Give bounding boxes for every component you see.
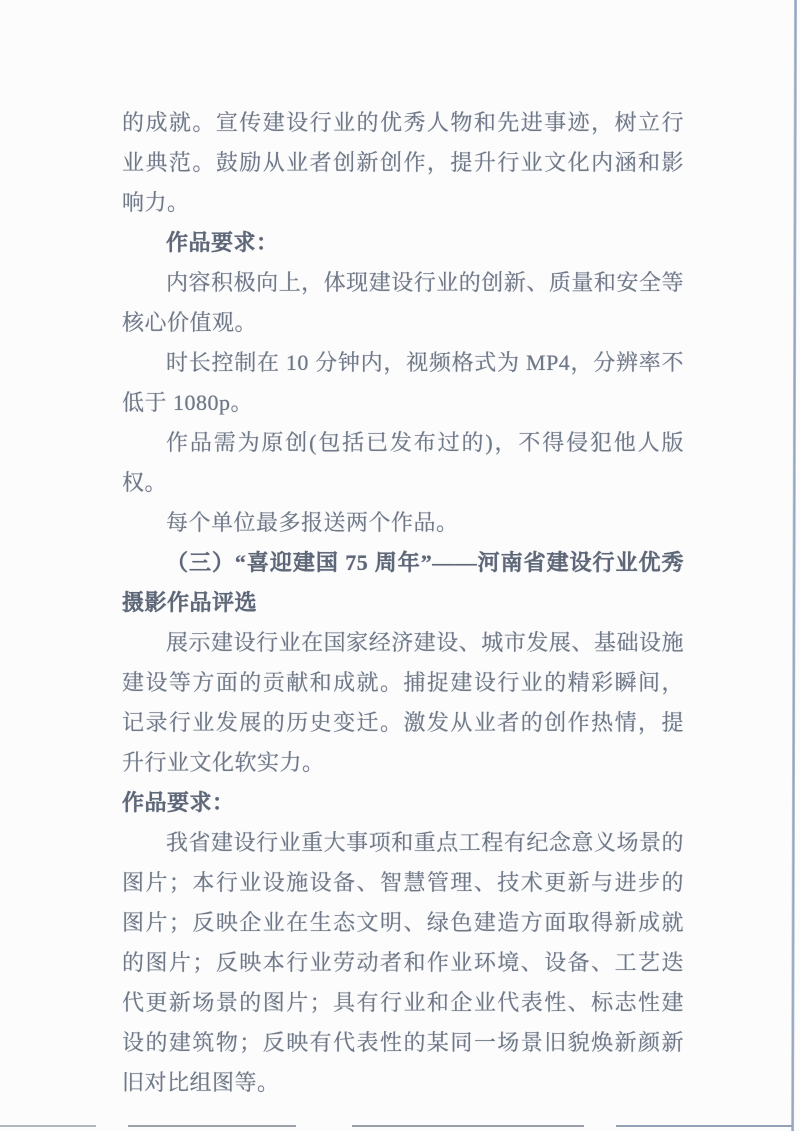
heading-work-requirements-photo: 作品要求： [122,790,235,815]
para-video-originality-requirement: 作品需为原创(包括已发布过的)，不得侵犯他人版权。 [122,430,684,495]
heading-section-three-photo-contest: （三）“喜迎建国 75 周年”——河南省建设行业优秀摄影作品评选 [122,550,684,615]
para-video-quantity-requirement: 每个单位最多报送两个作品。 [166,510,459,535]
para-photo-subject-requirements: 我省建设行业重大事项和重点工程有纪念意义场景的图片；本行业设施设备、智慧管理、技术更新与进步的图片；反映企业在生态文明、绿色建造方面取得新成就的图片；反映本行业劳动者和作业环境、设备、工艺迭代更新场景的图片；具有行业和企业代表性、标志性建设的建筑物；反映有代表性的某同一场景旧貌焕新颜新旧对比组图等。 [122,830,684,1095]
scan-artifact-top-edge [0,0,800,2]
para-video-content-requirement: 内容积极向上，体现建设行业的创新、质量和安全等核心价值观。 [122,270,684,335]
document-body [122,103,684,1103]
para-video-format-requirement: 时长控制在 10 分钟内，视频格式为 MP4，分辨率不低于 1080p。 [122,350,684,415]
para-photo-contest-purpose: 展示建设行业在国家经济建设、城市发展、基础设施建设等方面的贡献和成就。捕捉建设行业的精彩瞬间，记录行业发展的历史变迁。激发从业者的创作热情，提升行业文化软实力。 [122,630,684,775]
scan-artifact-bottom-edge [0,1125,800,1127]
heading-work-requirements-video: 作品要求： [166,230,279,255]
scan-artifact-right-edge [791,0,797,1131]
para-continuation-achievements: 的成就。宣传建设行业的优秀人物和先进事迹，树立行业典范。鼓励从业者创新创作，提升行业文化内涵和影响力。 [122,110,684,215]
